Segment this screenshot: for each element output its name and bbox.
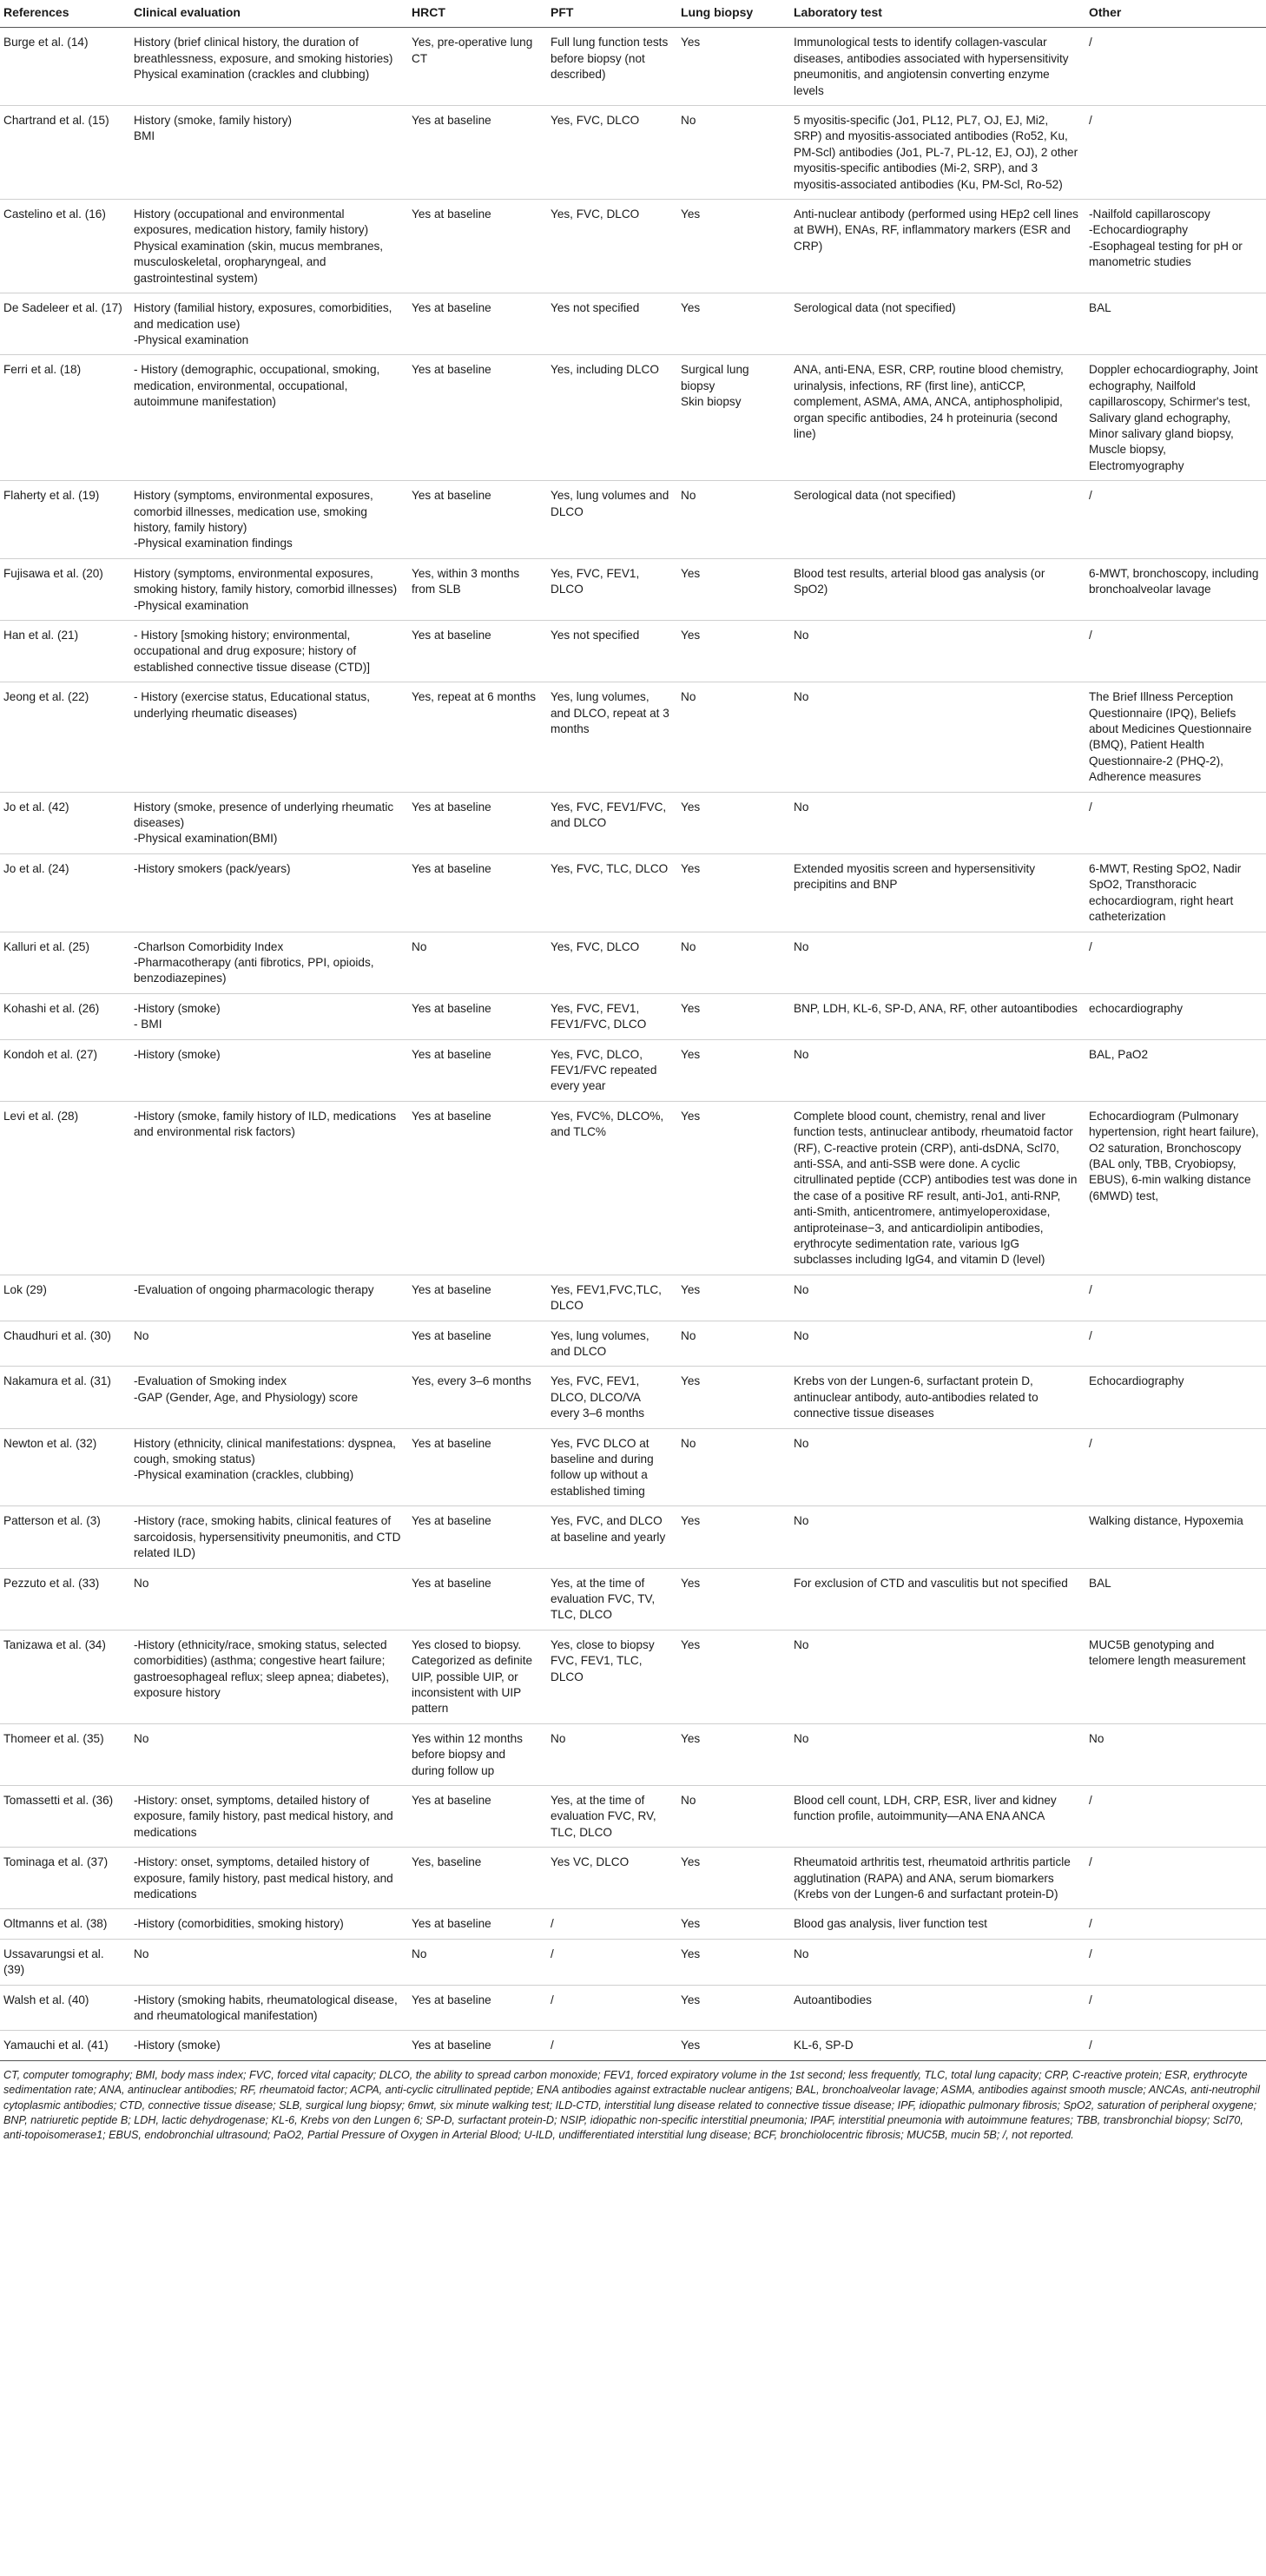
table-row (0, 1848, 1266, 1909)
cell-hrct: Yes at baseline (408, 106, 547, 200)
table-row (0, 1321, 1266, 1367)
cell-reference: Thomeer et al. (35) (0, 1723, 130, 1785)
table-header (0, 0, 1266, 28)
cell-hrct: No (408, 1939, 547, 1985)
table-row (0, 621, 1266, 682)
cell-pft: / (547, 2031, 677, 2060)
cell-clinical-evaluation: - History (demographic, occupational, smoking, medication, environmental, occupational, autoimmune manifestation) (130, 355, 408, 481)
cell-lung-biopsy: Yes (677, 1506, 790, 1568)
cell-laboratory-test: Autoantibodies (790, 1985, 1085, 2031)
header-other: Other (1085, 0, 1266, 28)
cell-other: / (1085, 1428, 1266, 1506)
header-hrct: HRCT (408, 0, 547, 28)
cell-lung-biopsy: Yes (677, 1848, 790, 1909)
cell-clinical-evaluation: -History (race, smoking habits, clinical features of sarcoidosis, hypersensitivity pneumonitis, and CTD related ILD) (130, 1506, 408, 1568)
table-row (0, 558, 1266, 620)
cell-reference: Chaudhuri et al. (30) (0, 1321, 130, 1367)
cell-hrct: Yes at baseline (408, 792, 547, 853)
header-clinical-evaluation: Clinical evaluation (130, 0, 408, 28)
cell-hrct: Yes, within 3 months from SLB (408, 558, 547, 620)
cell-reference: Patterson et al. (3) (0, 1506, 130, 1568)
cell-other: The Brief Illness Perception Questionnaire (IPQ), Beliefs about Medicines Questionnaire (BMQ), Patient Health Questionnaire-2 (PHQ-2), Adherence measures (1085, 682, 1266, 792)
cell-laboratory-test: No (790, 792, 1085, 853)
cell-clinical-evaluation: -History (comorbidities, smoking history) (130, 1909, 408, 1939)
cell-other: / (1085, 621, 1266, 682)
cell-laboratory-test: Blood gas analysis, liver function test (790, 1909, 1085, 1939)
cell-pft: / (547, 1985, 677, 2031)
cell-pft: Yes, FVC DLCO at baseline and during follow up without a established timing (547, 1428, 677, 1506)
cell-clinical-evaluation: -History: onset, symptoms, detailed history of exposure, family history, past medical history, and medications (130, 1785, 408, 1847)
cell-clinical-evaluation: -History (smoke) (130, 1039, 408, 1101)
table-row (0, 792, 1266, 853)
cell-lung-biopsy: No (677, 1321, 790, 1367)
cell-clinical-evaluation: -History smokers (pack/years) (130, 853, 408, 932)
cell-lung-biopsy: Yes (677, 853, 790, 932)
cell-other: Echocardiogram (Pulmonary hypertension, right heart failure), O2 saturation, Bronchoscopy (BAL only, TBB, Cryobiopsy, EBUS), 6-min walking distance (6MWD) test, (1085, 1101, 1266, 1275)
cell-hrct: Yes at baseline (408, 993, 547, 1039)
cell-hrct: Yes at baseline (408, 1275, 547, 1321)
cell-reference: Oltmanns et al. (38) (0, 1909, 130, 1939)
cell-other: / (1085, 28, 1266, 106)
cell-lung-biopsy: Yes (677, 1985, 790, 2031)
cell-laboratory-test: No (790, 682, 1085, 792)
cell-laboratory-test: No (790, 1939, 1085, 1985)
cell-reference: Tominaga et al. (37) (0, 1848, 130, 1909)
cell-pft: No (547, 1723, 677, 1785)
cell-laboratory-test: No (790, 1506, 1085, 1568)
cell-other: BAL (1085, 1568, 1266, 1630)
cell-hrct: Yes at baseline (408, 1909, 547, 1939)
cell-pft: Yes, FVC%, DLCO%, and TLC% (547, 1101, 677, 1275)
cell-pft: Yes, lung volumes, and DLCO (547, 1321, 677, 1367)
cell-pft: / (547, 1909, 677, 1939)
cell-lung-biopsy: Yes (677, 1909, 790, 1939)
cell-clinical-evaluation: -History (smoke, family history of ILD, medications and environmental risk factors) (130, 1101, 408, 1275)
cell-reference: Nakamura et al. (31) (0, 1367, 130, 1428)
cell-other: 6-MWT, Resting SpO2, Nadir SpO2, Transthoracic echocardiogram, right heart catheterization (1085, 853, 1266, 932)
cell-lung-biopsy: No (677, 481, 790, 559)
cell-reference: Ferri et al. (18) (0, 355, 130, 481)
cell-clinical-evaluation: -History (smoke) (130, 2031, 408, 2060)
cell-other: / (1085, 481, 1266, 559)
cell-pft: Yes, including DLCO (547, 355, 677, 481)
cell-hrct: Yes at baseline (408, 293, 547, 355)
table-row (0, 1939, 1266, 1985)
cell-reference: Chartrand et al. (15) (0, 106, 130, 200)
cell-lung-biopsy: Yes (677, 1275, 790, 1321)
table-row (0, 2031, 1266, 2060)
cell-laboratory-test: Anti-nuclear antibody (performed using HEp2 cell lines at BWH), ENAs, RF, inflammatory markers (ESR and CRP) (790, 200, 1085, 293)
cell-laboratory-test: No (790, 1428, 1085, 1506)
table-row (0, 932, 1266, 993)
table-row (0, 1630, 1266, 1723)
cell-lung-biopsy: Surgical lung biopsy Skin biopsy (677, 355, 790, 481)
cell-laboratory-test: ANA, anti-ENA, ESR, CRP, routine blood chemistry, urinalysis, infections, RF (first line), antiCCP, complement, ASMA, AMA, ANCA, antiphospholipid, organ specific antibodies, 24 h proteinuria (second line) (790, 355, 1085, 481)
cell-laboratory-test: No (790, 932, 1085, 993)
cell-reference: Fujisawa et al. (20) (0, 558, 130, 620)
cell-lung-biopsy: Yes (677, 558, 790, 620)
cell-clinical-evaluation: -Evaluation of ongoing pharmacologic therapy (130, 1275, 408, 1321)
cell-hrct: Yes at baseline (408, 1985, 547, 2031)
cell-reference: Lok (29) (0, 1275, 130, 1321)
cell-laboratory-test: No (790, 621, 1085, 682)
cell-laboratory-test: No (790, 1039, 1085, 1101)
cell-other: No (1085, 1723, 1266, 1785)
cell-pft: / (547, 1939, 677, 1985)
cell-hrct: Yes at baseline (408, 1568, 547, 1630)
cell-reference: Jo et al. (24) (0, 853, 130, 932)
cell-lung-biopsy: No (677, 1785, 790, 1847)
cell-reference: Jo et al. (42) (0, 792, 130, 853)
cell-reference: Kohashi et al. (26) (0, 993, 130, 1039)
header-references: References (0, 0, 130, 28)
cell-hrct: Yes at baseline (408, 1101, 547, 1275)
cell-hrct: Yes closed to biopsy. Categorized as definite UIP, possible UIP, or inconsistent with UIP pattern (408, 1630, 547, 1723)
cell-hrct: Yes at baseline (408, 621, 547, 682)
table-body (0, 28, 1266, 2060)
table-row (0, 993, 1266, 1039)
cell-lung-biopsy: Yes (677, 1630, 790, 1723)
cell-clinical-evaluation: - History [smoking history; environmental, occupational and drug exposure; history of established connective tissue disease (CTD)] (130, 621, 408, 682)
cell-clinical-evaluation: -History (smoke) - BMI (130, 993, 408, 1039)
cell-other: / (1085, 1785, 1266, 1847)
cell-other: / (1085, 1321, 1266, 1367)
cell-lung-biopsy: No (677, 1428, 790, 1506)
cell-pft: Yes, close to biopsy FVC, FEV1, TLC, DLCO (547, 1630, 677, 1723)
cell-pft: Yes, FVC, DLCO, FEV1/FVC repeated every year (547, 1039, 677, 1101)
cell-laboratory-test: For exclusion of CTD and vasculitis but not specified (790, 1568, 1085, 1630)
cell-clinical-evaluation: -History: onset, symptoms, detailed history of exposure, family history, past medical history, and medications (130, 1848, 408, 1909)
cell-reference: Ussavarungsi et al. (39) (0, 1939, 130, 1985)
table-row (0, 1909, 1266, 1939)
cell-other: 6-MWT, bronchoscopy, including bronchoalveolar lavage (1085, 558, 1266, 620)
cell-laboratory-test: Blood cell count, LDH, CRP, ESR, liver and kidney function profile, autoimmunity—ANA ENA ANCA (790, 1785, 1085, 1847)
table-footnote: CT, computer tomography; BMI, body mass index; FVC, forced vital capacity; DLCO, the ability to spread carbon monoxide; FEV1, forced expiratory volume in the 1st second; less frequently, TLC, total lung capacity; CRP, C-reactive protein; ESR, erythrocyte sedimentation rate; ANA, antinuclear antibodies; RF, rheumatoid factor; ACPA, anti-cyclic citrullinated peptide; ENA antibodies against extractable nuclear antigens; BAL, bronchoalveolar lavage; ASMA, antibodies against smooth muscle; ANCAs, anti-neutrophil cytoplasmic antibodies; CTD, connective tissue disease; SLB, surgical lung biopsy; 6mwt, six minute walking test; ILD-CTD, interstitial lung disease related to connective tissue disease; IPF, idiopathic pulmonary fibrosis; SpO2, saturation of peripheral oxygene; BNP, natriuretic peptide B; LDH, lactic dehydrogenase; KL-6, Krebs von den Lungen 6; SP-D, surfactant protein-D; NSIP, idiopathic non-specific interstitial pneumonia; IPAF, interstitial pneumonia with autoimmune features; TBB, transbronchial biopsy; Scl70, anti-topoisomerase1; EBUS, endobronchial ultrasound; PaO2, Partial Pressure of Oxygen in Arterial Blood; U-ILD, undifferentiated interstitial lung disease; BCF, bronchiolocentric fibrosis; MUC5B, mucin 5B; /, not reported. (3, 2068, 1260, 2142)
cell-clinical-evaluation: History (symptoms, environmental exposures, comorbid illnesses, medication use, smoking history, family history) -Physical examination findings (130, 481, 408, 559)
cell-lung-biopsy: Yes (677, 28, 790, 106)
cell-reference: Levi et al. (28) (0, 1101, 130, 1275)
cell-other: / (1085, 106, 1266, 200)
cell-lung-biopsy: Yes (677, 200, 790, 293)
table-row (0, 1506, 1266, 1568)
cell-hrct: Yes at baseline (408, 481, 547, 559)
header-lung-biopsy: Lung biopsy (677, 0, 790, 28)
cell-other: / (1085, 1985, 1266, 2031)
cell-lung-biopsy: No (677, 106, 790, 200)
cell-laboratory-test: KL-6, SP-D (790, 2031, 1085, 2060)
cell-laboratory-test: 5 myositis-specific (Jo1, PL12, PL7, OJ, EJ, Mi2, SRP) and myositis-associated antibodies (Ro52, Ku, PM-Scl) antibodies (Jo1, PL-7, PL-12, EJ, OJ), 2 other myositis-specific antibodies (Mi-2, SRP), and 3 myositis-associated antibodies (Ku, PM-Scl, Ro-52) (790, 106, 1085, 200)
cell-lung-biopsy: Yes (677, 1039, 790, 1101)
cell-hrct: Yes at baseline (408, 853, 547, 932)
cell-hrct: Yes within 12 months before biopsy and during follow up (408, 1723, 547, 1785)
cell-lung-biopsy: Yes (677, 1101, 790, 1275)
table-row (0, 1367, 1266, 1428)
cell-other: echocardiography (1085, 993, 1266, 1039)
cell-reference: Yamauchi et al. (41) (0, 2031, 130, 2060)
cell-clinical-evaluation: History (familial history, exposures, comorbidities, and medication use) -Physical examination (130, 293, 408, 355)
cell-hrct: Yes, pre-operative lung CT (408, 28, 547, 106)
cell-other: -Nailfold capillaroscopy -Echocardiography -Esophageal testing for pH or manometric studies (1085, 200, 1266, 293)
cell-pft: Yes, at the time of evaluation FVC, RV, TLC, DLCO (547, 1785, 677, 1847)
cell-laboratory-test: Krebs von der Lungen-6, surfactant protein D, antinuclear antibody, auto-antibodies related to connective tissue diseases (790, 1367, 1085, 1428)
cell-pft: Yes, FVC, DLCO (547, 200, 677, 293)
cell-lung-biopsy: Yes (677, 1939, 790, 1985)
cell-reference: Kalluri et al. (25) (0, 932, 130, 993)
cell-laboratory-test: No (790, 1630, 1085, 1723)
cell-clinical-evaluation: History (smoke, presence of underlying rheumatic diseases) -Physical examination(BMI) (130, 792, 408, 853)
cell-hrct: Yes at baseline (408, 1321, 547, 1367)
cell-hrct: Yes at baseline (408, 1039, 547, 1101)
table-row (0, 682, 1266, 792)
cell-reference: Tomassetti et al. (36) (0, 1785, 130, 1847)
cell-pft: Yes, FVC, TLC, DLCO (547, 853, 677, 932)
cell-reference: Burge et al. (14) (0, 28, 130, 106)
cell-hrct: No (408, 932, 547, 993)
cell-lung-biopsy: Yes (677, 1568, 790, 1630)
cell-clinical-evaluation: History (symptoms, environmental exposures, smoking history, family history, comorbid illnesses) -Physical examination (130, 558, 408, 620)
cell-hrct: Yes, every 3–6 months (408, 1367, 547, 1428)
cell-lung-biopsy: Yes (677, 293, 790, 355)
table-row (0, 1568, 1266, 1630)
table-row (0, 293, 1266, 355)
cell-pft: Yes, FVC, FEV1/FVC, and DLCO (547, 792, 677, 853)
table-row (0, 355, 1266, 481)
cell-laboratory-test: No (790, 1723, 1085, 1785)
cell-other: MUC5B genotyping and telomere length measurement (1085, 1630, 1266, 1723)
cell-laboratory-test: Extended myositis screen and hypersensitivity precipitins and BNP (790, 853, 1085, 932)
cell-laboratory-test: Serological data (not specified) (790, 293, 1085, 355)
cell-other: Doppler echocardiography, Joint echography, Nailfold capillaroscopy, Schirmer's test, Salivary gland echography, Minor salivary gland biopsy, Muscle biopsy, Electromyography (1085, 355, 1266, 481)
cell-lung-biopsy: Yes (677, 1367, 790, 1428)
cell-laboratory-test: Complete blood count, chemistry, renal and liver function tests, antinuclear antibody, rheumatoid factor (RF), C-reactive protein (CRP), anti-dsDNA, Scl70, anti-SSA, and anti-SSB were done. A cyclic citrullinated peptide (CCP) antibodies test was done in the case of a positive RF result, anti-Jo1, anti-RNP, anti-Smith, anticentromere, antimyeloperoxidase, antiproteinase−3, and anticardiolipin antibodies, erythrocyte sedimentation rate, various IgG subclasses including IgG4, and vitamin D (level) (790, 1101, 1085, 1275)
cell-pft: Yes, FVC, DLCO (547, 932, 677, 993)
cell-hrct: Yes at baseline (408, 1506, 547, 1568)
cell-lung-biopsy: No (677, 682, 790, 792)
cell-pft: Full lung function tests before biopsy (not described) (547, 28, 677, 106)
cell-pft: Yes, FVC, FEV1, DLCO, DLCO/VA every 3–6 months (547, 1367, 677, 1428)
table-row (0, 1275, 1266, 1321)
cell-other: / (1085, 1939, 1266, 1985)
cell-lung-biopsy: No (677, 932, 790, 993)
cell-other: BAL (1085, 293, 1266, 355)
cell-other: / (1085, 792, 1266, 853)
cell-pft: Yes not specified (547, 621, 677, 682)
cell-laboratory-test: BNP, LDH, KL-6, SP-D, ANA, RF, other autoantibodies (790, 993, 1085, 1039)
table-row (0, 1428, 1266, 1506)
cell-lung-biopsy: Yes (677, 2031, 790, 2060)
cell-clinical-evaluation: -Evaluation of Smoking index -GAP (Gender, Age, and Physiology) score (130, 1367, 408, 1428)
cell-hrct: Yes at baseline (408, 355, 547, 481)
cell-clinical-evaluation: History (brief clinical history, the duration of breathlessness, exposure, and smoking histories) Physical examination (crackles and clubbing) (130, 28, 408, 106)
cell-hrct: Yes at baseline (408, 1785, 547, 1847)
cell-pft: Yes, FVC, FEV1, FEV1/FVC, DLCO (547, 993, 677, 1039)
cell-other: / (1085, 932, 1266, 993)
cell-hrct: Yes, baseline (408, 1848, 547, 1909)
cell-hrct: Yes at baseline (408, 1428, 547, 1506)
cell-laboratory-test: Blood test results, arterial blood gas analysis (or SpO2) (790, 558, 1085, 620)
cell-clinical-evaluation: History (smoke, family history) BMI (130, 106, 408, 200)
cell-clinical-evaluation: No (130, 1723, 408, 1785)
cell-reference: Walsh et al. (40) (0, 1985, 130, 2031)
cell-laboratory-test: Serological data (not specified) (790, 481, 1085, 559)
cell-other: / (1085, 1848, 1266, 1909)
cell-reference: Kondoh et al. (27) (0, 1039, 130, 1101)
cell-reference: Jeong et al. (22) (0, 682, 130, 792)
cell-clinical-evaluation: History (occupational and environmental exposures, medication history, family history) Physical examination (skin, mucus membranes, musculoskeletal, oropharyngeal, and gastrointestinal system) (130, 200, 408, 293)
cell-clinical-evaluation: -History (ethnicity/race, smoking status, selected comorbidities) (asthma; congestive heart failure; gastroesophageal reflux; sleep apnea; diabetes), exposure history (130, 1630, 408, 1723)
table-row (0, 1785, 1266, 1847)
cell-other: Echocardiography (1085, 1367, 1266, 1428)
cell-pft: Yes, FEV1,FVC,TLC, DLCO (547, 1275, 677, 1321)
table-row (0, 200, 1266, 293)
cell-reference: Castelino et al. (16) (0, 200, 130, 293)
cell-other: / (1085, 2031, 1266, 2060)
cell-clinical-evaluation: -History (smoking habits, rheumatological disease, and rheumatological manifestation) (130, 1985, 408, 2031)
cell-reference: Tanizawa et al. (34) (0, 1630, 130, 1723)
header-laboratory-test: Laboratory test (790, 0, 1085, 28)
cell-other: BAL, PaO2 (1085, 1039, 1266, 1101)
cell-clinical-evaluation: History (ethnicity, clinical manifestations: dyspnea, cough, smoking status) -Physical examination (crackles, clubbing) (130, 1428, 408, 1506)
table-row (0, 1723, 1266, 1785)
cell-pft: Yes, lung volumes, and DLCO, repeat at 3 months (547, 682, 677, 792)
cell-other: / (1085, 1275, 1266, 1321)
cell-other: / (1085, 1909, 1266, 1939)
header-row (0, 0, 1266, 28)
cell-pft: Yes, FVC, DLCO (547, 106, 677, 200)
table-row (0, 28, 1266, 106)
cell-reference: De Sadeleer et al. (17) (0, 293, 130, 355)
cell-laboratory-test: Rheumatoid arthritis test, rheumatoid arthritis particle agglutination (RAPA) and ANA, serum biomarkers (Krebs von der Lungen-6 and surfactant protein-D) (790, 1848, 1085, 1909)
cell-hrct: Yes at baseline (408, 2031, 547, 2060)
table-row (0, 1101, 1266, 1275)
cell-hrct: Yes, repeat at 6 months (408, 682, 547, 792)
cell-clinical-evaluation: - History (exercise status, Educational status, underlying rheumatic diseases) (130, 682, 408, 792)
cell-reference: Pezzuto et al. (33) (0, 1568, 130, 1630)
cell-laboratory-test: Immunological tests to identify collagen-vascular diseases, antibodies associated with hypersensitivity pneumonitis, and angiotensin converting enzyme levels (790, 28, 1085, 106)
cell-pft: Yes not specified (547, 293, 677, 355)
cell-pft: Yes, FVC, and DLCO at baseline and yearly (547, 1506, 677, 1568)
cell-lung-biopsy: Yes (677, 993, 790, 1039)
table-row (0, 1039, 1266, 1101)
cell-laboratory-test: No (790, 1321, 1085, 1367)
table-row (0, 853, 1266, 932)
cell-reference: Newton et al. (32) (0, 1428, 130, 1506)
table-row (0, 1985, 1266, 2031)
cell-pft: Yes, lung volumes and DLCO (547, 481, 677, 559)
cell-lung-biopsy: Yes (677, 1723, 790, 1785)
cell-lung-biopsy: Yes (677, 792, 790, 853)
table-row (0, 481, 1266, 559)
cell-clinical-evaluation: No (130, 1939, 408, 1985)
cell-reference: Flaherty et al. (19) (0, 481, 130, 559)
cell-lung-biopsy: Yes (677, 621, 790, 682)
cell-pft: Yes VC, DLCO (547, 1848, 677, 1909)
cell-hrct: Yes at baseline (408, 200, 547, 293)
cell-other: Walking distance, Hypoxemia (1085, 1506, 1266, 1568)
header-pft: PFT (547, 0, 677, 28)
cell-reference: Han et al. (21) (0, 621, 130, 682)
cell-clinical-evaluation: No (130, 1568, 408, 1630)
cell-clinical-evaluation: -Charlson Comorbidity Index -Pharmacotherapy (anti fibrotics, PPI, opioids, benzodiazepines) (130, 932, 408, 993)
cell-pft: Yes, FVC, FEV1, DLCO (547, 558, 677, 620)
cell-pft: Yes, at the time of evaluation FVC, TV, TLC, DLCO (547, 1568, 677, 1630)
cell-laboratory-test: No (790, 1275, 1085, 1321)
cell-clinical-evaluation: No (130, 1321, 408, 1367)
table-row (0, 106, 1266, 200)
